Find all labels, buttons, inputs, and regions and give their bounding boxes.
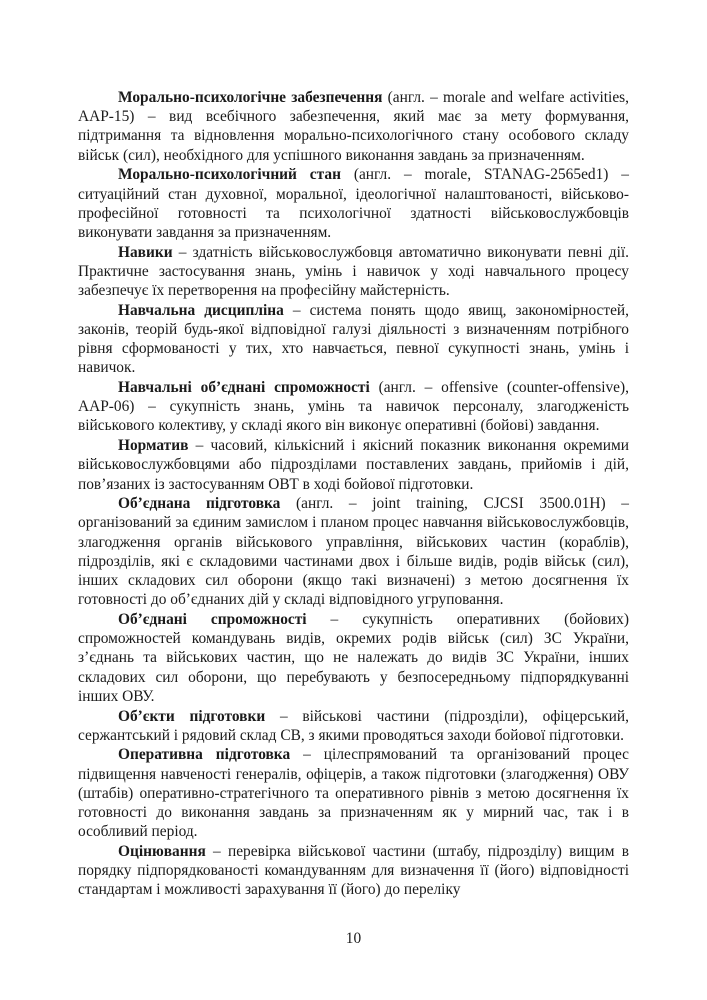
glossary-entry [78, 842, 629, 900]
glossary-definition: – система понять щодо явищ, закономірностей, законів, теорій будь-якої відповідної галузі діяльності з визначенням потрібного рівня сформованості у тих, хто навчається, певної сукупності знань, умінь і навичок. [78, 301, 629, 377]
glossary-entry [78, 378, 629, 436]
glossary-definition: – цілеспрямований та організований процес підвищення навченості генералів, офіцерів, а також підготовки (злагодження) ОВУ (штабів) оперативно-стратегічного та оперативного рівнів з метою досягнення їх готовності до виконання завдань за призначенням як у мирний час, так і в особливий період. [78, 746, 630, 841]
glossary-definition: – перевірка військової частини (штабу, підрозділу) вищим в порядку підпорядкованості командуванням для визначення її (його) відповідності стандартам і можливості зарахування її (його) до переліку [78, 842, 629, 899]
page-number: 10 [345, 930, 362, 947]
glossary-definition: – здатність військовослужбовця автоматично виконувати певні дії. Практичне застосування знань, умінь і навичок у ході навчального процесу забезпечує їх перетворення на професійну майстерність. [78, 243, 629, 300]
glossary-term: Оперативна підготовка [118, 746, 291, 764]
glossary-definition: (англ. – morale, STANAG-2565ed1) – ситуаційний стан духовної, моральної, ідеологічної налаштованості, військово-професійної готовності та психологічної здатності військовослужбовців виконувати завдання за призначенням. [78, 166, 629, 241]
glossary-term: Норматив [118, 437, 189, 455]
glossary-entry [78, 494, 629, 609]
glossary-definition: (англ. – offensive (counter-offensive), AAP-06) – сукупність знань, умінь та навичок персоналу, злагодженість військового колективу, у складі якого він виконує оперативні (бойові) завдання. [78, 379, 629, 435]
glossary-body [78, 88, 629, 900]
glossary-term: Оцінювання [118, 842, 206, 860]
glossary-entry [78, 610, 629, 706]
glossary-definition: (англ. – joint training, CJCSI 3500.01H) – організований за єдиним замислом і планом процес навчання військовослужбовців, злагодження органів військового управління, військових частин (кораблів), підрозділів, які є складовими частинами двох і більше видів, родів військ (сил), інших складових сил оборони (якщо такі визначені) з метою досягнення їх готовності до об’єднаних дій у складі відповідного угруповання. [78, 495, 629, 609]
glossary-term: Навчальна дисципліна [118, 301, 284, 319]
glossary-definition: (англ. – morale and welfare activities, AAP-15) – вид всебічного забезпечення, який має за мету формування, підтримання та відновлення морально-психологічного стану особового складу військ (сил), необхідного для успішного виконання завдань за призначенням. [78, 89, 629, 164]
glossary-entry [78, 88, 629, 165]
glossary-term: Навики [118, 243, 173, 261]
glossary-entry [78, 707, 629, 745]
glossary-entry [78, 745, 629, 841]
glossary-definition: – часовий, кількісний і якісний показник виконання окремими військовослужбовцями або підрозділами поставлених завдань, прийомів і дій, пов’язаних із застосуванням ОВТ в ході бойової підготовки. [78, 437, 629, 493]
glossary-term: Об’єднана підготовка [118, 495, 281, 513]
glossary-definition: – військові частини (підрозділи), офіцерський, сержантський і рядовий склад СВ, з якими проводяться заходи бойової підготовки. [78, 707, 629, 744]
glossary-entry [78, 243, 629, 301]
glossary-term: Навчальні об’єднані спроможності [118, 379, 370, 397]
glossary-term: Об’єкти підготовки [118, 707, 266, 725]
glossary-term: Морально-психологічний стан [118, 166, 341, 184]
glossary-term: Об’єднані спроможності [118, 610, 307, 628]
glossary-entry [78, 301, 629, 378]
glossary-entry [78, 436, 629, 494]
glossary-entry [78, 165, 629, 242]
glossary-definition: – сукупність оперативних (бойових) спроможностей командувань видів, окремих родів військ (сил) ЗС України, з’єднань та військових частин, що не належать до видів ЗС України, інших складових сил оборони, що перебувають у безпосередньому підпорядкуванні інших ОВУ. [78, 610, 629, 705]
glossary-term: Морально-психологічне забезпечення [118, 89, 383, 106]
